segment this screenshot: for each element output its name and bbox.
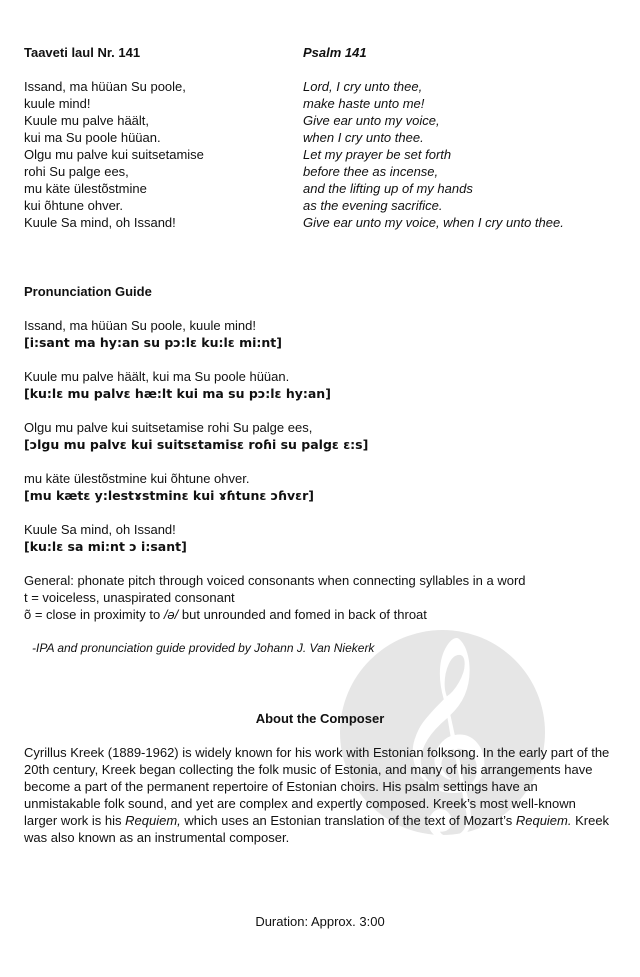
- guide-text: Olgu mu palve kui suitsetamise rohi Su palge ees,: [24, 420, 313, 435]
- bio-requiem: Requiem,: [125, 813, 181, 828]
- estonian-title: Taaveti laul Nr. 141: [24, 45, 141, 60]
- guide-ipa: [ku:lɛ mu palvɛ hæ:lt kui ma su pɔ:lɛ hy:an]: [24, 386, 331, 401]
- note: General: phonate pitch through voiced consonants when connecting syllables in a word: [24, 573, 526, 588]
- composer-title: About the Composer: [255, 711, 385, 726]
- estonian-line: kui ma Su poole hüüan.: [24, 130, 161, 145]
- english-line: Lord, I cry unto thee,: [303, 79, 423, 94]
- note: [24, 606, 614, 623]
- estonian-line: Kuule Sa mind, oh Issand!: [24, 215, 176, 230]
- english-line: and the lifting up of my hands: [303, 181, 473, 196]
- english-text: [303, 44, 564, 231]
- treble-clef-icon: 𝄞: [392, 633, 493, 832]
- estonian-line: Kuule mu palve häält,: [24, 113, 150, 128]
- english-line: Give ear unto my voice, when I cry unto thee.: [303, 215, 564, 230]
- guide-text: Issand, ma hüüan Su poole, kuule mind!: [24, 318, 256, 333]
- composer-bio: [24, 744, 610, 846]
- estonian-line: kuule mind!: [24, 96, 91, 111]
- guide-text: mu käte ülestõstmine kui õhtune ohver.: [24, 471, 250, 486]
- english-title: Psalm 141: [303, 45, 367, 60]
- english-line: make haste unto me!: [303, 96, 425, 111]
- guide-ipa: [ku:lɛ sa mi:nt ɔ i:sant]: [24, 539, 187, 554]
- guide-ipa: [i:sant ma hy:an su pɔ:lɛ ku:lɛ mi:nt]: [24, 335, 282, 350]
- note: t = voiceless, unaspirated consonant: [24, 590, 235, 605]
- note-ipa: /ə/: [163, 607, 179, 622]
- pronunciation-guide: [24, 283, 614, 657]
- estonian-text: [24, 44, 204, 231]
- note-pre: õ = close in proximity to: [24, 607, 164, 622]
- bio-part: Cyrillus Kreek (1889-1962) is widely known for his work with Estonian folksong. In the early part of the 20th century, Kreek began collecting the folk music of Estonia, and many of his arrangements have become a part of the permanent repertoire of Estonian choirs. His psalm settings have an unmistakable folk sound, and yet are complex and expertly composed. Kreek’s most well-known larger work is his: [24, 745, 610, 828]
- estonian-line: rohi Su palge ees,: [24, 164, 129, 179]
- estonian-line: Olgu mu palve kui suitsetamise: [24, 147, 204, 162]
- duration: Duration: Approx. 3:00: [255, 914, 385, 929]
- credit: -IPA and pronunciation guide provided by Johann J. Van Niekerk: [32, 641, 375, 655]
- english-line: Give ear unto my voice,: [303, 113, 440, 128]
- estonian-line: kui õhtune ohver.: [24, 198, 124, 213]
- english-line: when I cry unto thee.: [303, 130, 424, 145]
- estonian-line: mu käte ülestõstmine: [24, 181, 147, 196]
- note-post: but unrounded and fomed in back of throat: [178, 607, 427, 622]
- guide-text: Kuule Sa mind, oh Issand!: [24, 522, 176, 537]
- pronunciation-title: Pronunciation Guide: [24, 284, 152, 299]
- english-line: before thee as incense,: [303, 164, 439, 179]
- guide-ipa: [mu kætɛ y:lestɤstminɛ kui ɤɦtunɛ ɔɦvɛr]: [24, 488, 314, 503]
- guide-ipa: [ɔlgu mu palvɛ kui suitsɛtamisɛ roɦi su palgɛ ɛ:s]: [24, 437, 369, 452]
- bio-part: Kreek was also known as an instrumental composer.: [24, 813, 610, 845]
- english-line: as the evening sacrifice.: [303, 198, 443, 213]
- english-line: Let my prayer be set forth: [303, 147, 452, 162]
- guide-text: Kuule mu palve häält, kui ma Su poole hüüan.: [24, 369, 290, 384]
- bio-requiem: Requiem.: [515, 813, 572, 828]
- bio-part: which uses an Estonian translation of the text of Mozart’s: [180, 813, 516, 828]
- estonian-line: Issand, ma hüüan Su poole,: [24, 79, 186, 94]
